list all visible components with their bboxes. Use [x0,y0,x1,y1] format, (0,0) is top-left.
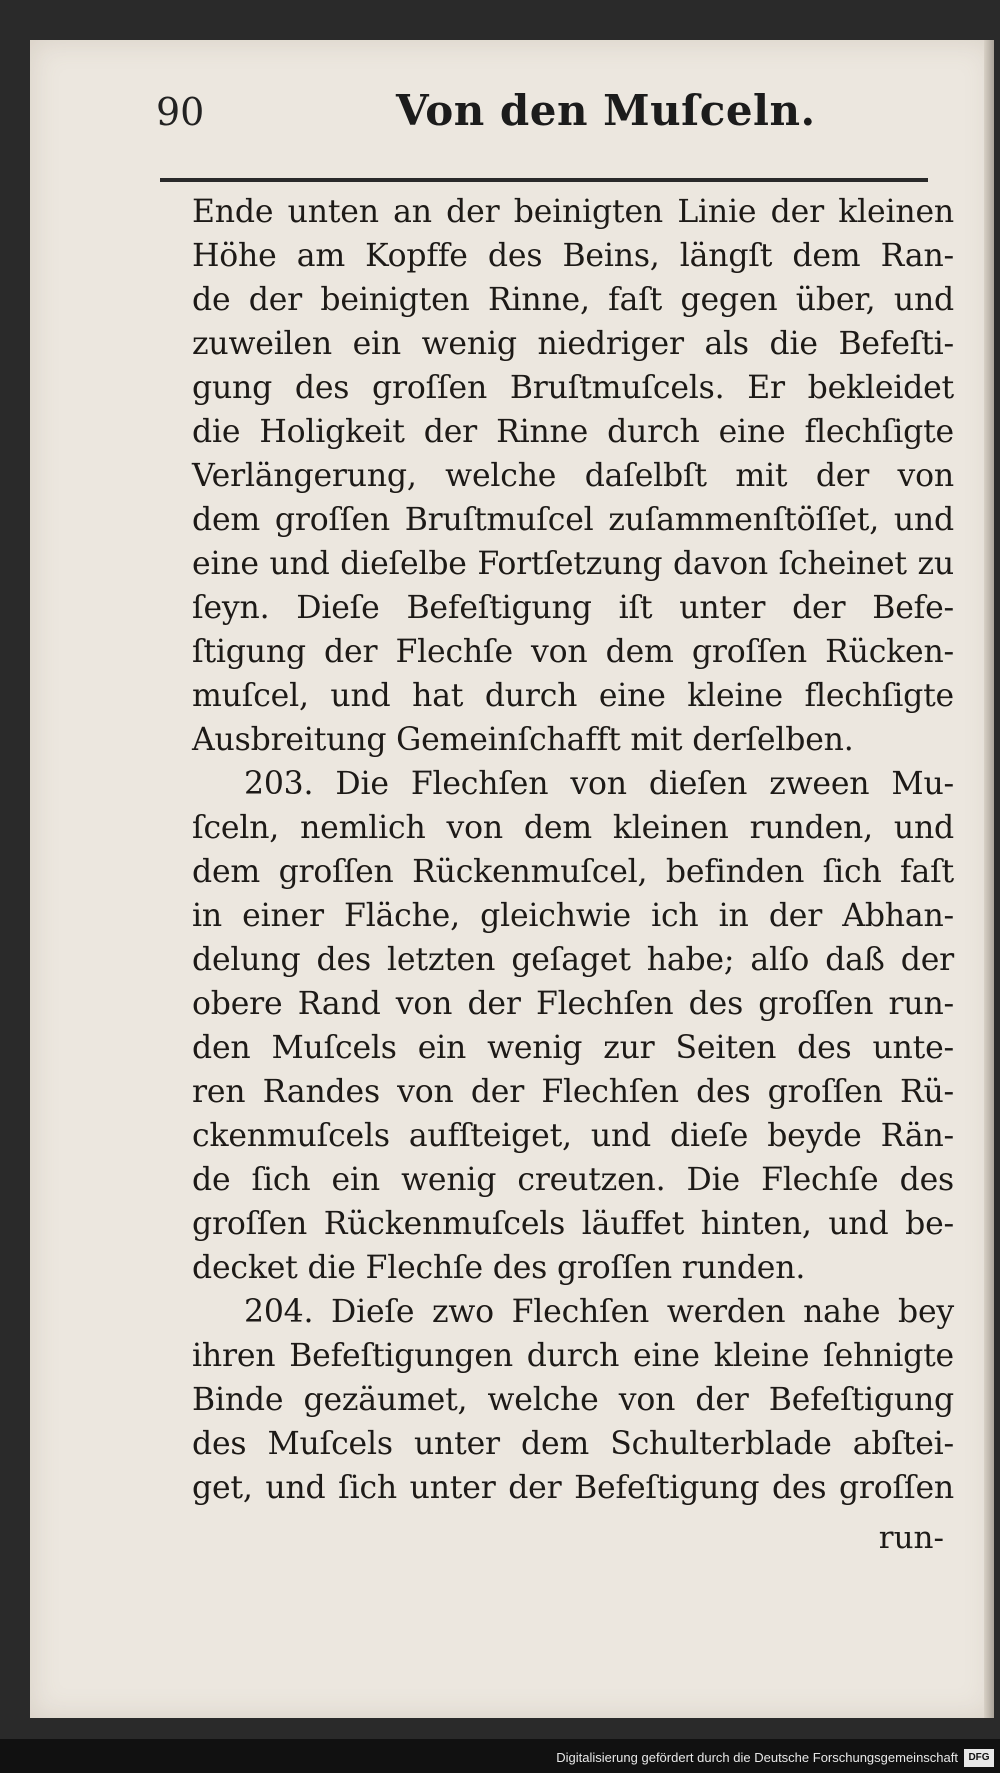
text-line: groſſen Rückenmuſcels läuffet hinten, und be- [192,1206,954,1242]
text-line: get, und ſich unter der Befeſtigung des groſſen [192,1470,954,1506]
text-line: ſtigung der Flechſe von dem groſſen Rücken- [192,634,954,670]
dfg-logo-icon: DFG [964,1749,994,1767]
text-line: Höhe am Kopffe des Beins, längſt dem Ran- [192,238,954,274]
text-line: ihren Befeſtigungen durch eine kleine ſehnigte [192,1338,954,1374]
text-line: decket die Flechſe des groſſen runden. [192,1250,806,1286]
text-line: Ende unten an der beinigten Linie der kleinen [192,194,954,230]
text-line: Ausbreitung Gemeinſchafft mit derſelben. [192,722,854,758]
text-line: gung des groſſen Bruſtmuſcels. Er bekleidet [192,370,954,406]
running-title: Von den Muſceln. [396,86,816,135]
paragraph-204-start: 204. Dieſe zwo Flechſen werden nahe bey [244,1294,954,1330]
text-line: muſcel, und hat durch eine kleine flechſigte [192,678,954,714]
page-edge [984,40,994,1718]
text-line: dem groſſen Rückenmuſcel, befinden ſich faſt [192,854,954,890]
text-line: Binde gezäumet, welche von der Befeſtigung [192,1382,954,1418]
text-line: ckenmuſcels aufſteiget, und dieſe beyde Rän- [192,1118,954,1154]
page-header [156,80,936,150]
text-line: obere Rand von der Flechſen des groſſen run- [192,986,954,1022]
text-line: in einer Fläche, gleichwie ich in der Abhan- [192,898,954,934]
text-line: zuweilen ein wenig niedriger als die Befeſti- [192,326,954,362]
text-line: die Holigkeit der Rinne durch eine flechſigte [192,414,954,450]
paragraph-203-start: 203. Die Flechſen von dieſen zween Mu- [244,766,954,802]
body-text [192,190,954,1510]
text-line: ſeyn. Dieſe Befeſtigung iſt unter der Befe- [192,590,954,626]
text-line: eine und dieſelbe Fortſetzung davon ſcheinet zu [192,546,954,582]
text-line: ſceln, nemlich von dem kleinen runden, und [192,810,954,846]
header-rule [160,178,928,182]
text-line: delung des letzten geſaget habe; alſo daß der [192,942,954,978]
footer-bar [0,1739,1000,1773]
digitization-credit: Digitalisierung gefördert durch die Deutsche Forschungsgemeinschaft [556,1750,958,1765]
text-line: den Muſcels ein wenig zur Seiten des unte- [192,1030,954,1066]
text-line: de der beinigten Rinne, faſt gegen über, und [192,282,954,318]
catchword: run- [878,1520,944,1556]
text-line: des Muſcels unter dem Schulterblade abſtei- [192,1426,954,1462]
text-line: ren Randes von der Flechſen des groſſen Rü- [192,1074,954,1110]
text-line: Verlängerung, welche daſelbſt mit der von [192,458,954,494]
text-line: de ſich ein wenig creutzen. Die Flechſe des [192,1162,954,1198]
text-line: dem groſſen Bruſtmuſcel zuſammenſtöſſet, und [192,502,954,538]
page-number: 90 [156,90,205,134]
